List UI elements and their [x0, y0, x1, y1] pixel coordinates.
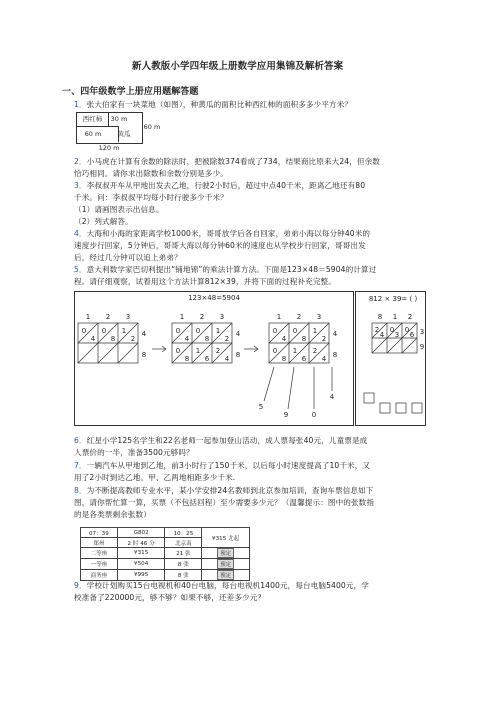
- svg-text:4: 4: [281, 335, 287, 343]
- svg-text:0: 0: [311, 411, 317, 419]
- svg-text:1: 1: [85, 313, 91, 321]
- question-2: 2．小马虎在计算有余数的除法时，把被除数374看成了734，结果商比原来大24，但余数: [74, 157, 380, 166]
- question-9-line2: 校准备了220000元，够不够？如果不够，还差多少元？: [74, 593, 266, 602]
- start-price: ¥315 尤起: [202, 528, 250, 548]
- question-4: 4．大海和小海的家距离学校1000米，哥哥放学后各自回家，弟弟小海以每分钟40米的: [74, 229, 371, 238]
- svg-text:2: 2: [312, 347, 318, 355]
- question-9: 9．学校计划购买15台电视机和40台电脑，每台电视机1400元，每台电脑5400元，学: [74, 581, 369, 590]
- svg-text:8: 8: [377, 313, 383, 321]
- garden-figure: [76, 112, 176, 157]
- question-3-line2: 千米。问：李叔叔平均每小时行驶多少千米？: [74, 193, 228, 202]
- svg-text:1: 1: [179, 313, 185, 321]
- lattice-drawing: [74, 291, 424, 427]
- right-figure-title: 812 × 39= ( ): [368, 295, 418, 303]
- depart-time: 07：39: [81, 528, 118, 538]
- svg-text:8: 8: [235, 351, 241, 359]
- book-button[interactable]: 预定: [217, 548, 234, 558]
- svg-text:8: 8: [281, 355, 287, 363]
- duration: 2 时 46 分: [117, 538, 165, 548]
- svg-text:6: 6: [204, 355, 210, 363]
- book-button[interactable]: 预定: [217, 559, 234, 569]
- svg-text:0: 0: [81, 327, 87, 335]
- svg-text:4: 4: [329, 393, 335, 401]
- lattice-figure: [74, 291, 424, 427]
- svg-text:8: 8: [110, 335, 116, 343]
- svg-text:2: 2: [130, 335, 136, 343]
- svg-text:4: 4: [379, 331, 385, 339]
- svg-text:1: 1: [215, 327, 221, 335]
- svg-text:0: 0: [175, 327, 181, 335]
- ticket-table: [80, 527, 250, 581]
- width-60-label: 60 m: [84, 130, 102, 138]
- page-title: 新人教版小学四年级上册数学应用集锦及解析答案: [132, 61, 344, 72]
- svg-text:8: 8: [141, 351, 147, 359]
- depart-station: 郑州: [81, 538, 118, 548]
- book-button[interactable]: 预定: [217, 570, 234, 580]
- question-8: 8．为不断提高教师专业水平，某小学安排24名教师到北京参加培训，查询车票信息如下: [74, 486, 374, 495]
- svg-text:2: 2: [407, 313, 413, 321]
- svg-text:0: 0: [101, 327, 107, 335]
- svg-text:0: 0: [404, 326, 410, 334]
- svg-text:0: 0: [195, 327, 201, 335]
- svg-text:2: 2: [321, 335, 327, 343]
- svg-text:0: 0: [175, 347, 181, 355]
- svg-text:2: 2: [199, 313, 205, 321]
- svg-text:4: 4: [235, 330, 241, 338]
- svg-text:5: 5: [258, 403, 264, 411]
- svg-text:8: 8: [332, 351, 338, 359]
- question-6-line2: 人票价的一半，准备3500元够吗？: [74, 448, 194, 457]
- svg-text:4: 4: [90, 335, 96, 343]
- svg-text:4: 4: [184, 335, 190, 343]
- section-heading: 一、四年级数学上册应用题解答题: [62, 87, 199, 97]
- svg-text:1: 1: [312, 327, 318, 335]
- svg-text:0: 0: [272, 347, 278, 355]
- svg-text:3: 3: [316, 313, 322, 321]
- svg-text:4: 4: [321, 355, 327, 363]
- svg-text:4: 4: [141, 330, 147, 338]
- svg-text:0: 0: [272, 327, 278, 335]
- question-2-line2: 恰巧相同。请你求出除数和余数分别是多少。: [74, 169, 228, 178]
- svg-text:2: 2: [215, 347, 221, 355]
- left-figure-title: 123×48=5904: [188, 294, 240, 302]
- question-4-line3: 后，经过几分钟可以追上弟弟？: [74, 253, 182, 262]
- table-row: 二等座 ¥315 21 张 预定: [81, 548, 250, 559]
- svg-text:2: 2: [374, 326, 380, 334]
- svg-text:3: 3: [419, 328, 424, 336]
- svg-text:0: 0: [292, 327, 298, 335]
- question-1: 1．张大伯家有一块菜地（如图），种黄瓜的面积比种西红柿的面积多多少平方米？: [74, 100, 353, 109]
- svg-text:6: 6: [409, 331, 415, 339]
- question-7: 7．一辆汽车从甲地到乙地，前3小时行了150千米，以后每小时速度提高了10千米，又: [74, 461, 371, 470]
- question-8-line3: 的是各类票剩余张数）: [74, 510, 151, 519]
- svg-text:1: 1: [121, 327, 127, 335]
- svg-text:4: 4: [332, 330, 338, 338]
- ticket-header-row: [81, 528, 250, 538]
- question-5: 5．意大利数学家巴切利提出“铺地锦”的乘法计算方法。下面是123×48＝5904的计算过: [74, 265, 377, 274]
- svg-text:2: 2: [224, 335, 230, 343]
- question-3: 3．李叔叔开车从甲地出发去乙地，行驶2小时后，超过中点40千米，距离乙地还有80: [74, 181, 366, 190]
- height-60-label: 60 m: [143, 123, 161, 131]
- svg-text:1: 1: [392, 313, 398, 321]
- svg-text:1: 1: [276, 313, 282, 321]
- svg-text:3: 3: [219, 313, 225, 321]
- svg-text:3: 3: [125, 313, 131, 321]
- svg-text:3: 3: [394, 331, 400, 339]
- train-number: G802: [117, 528, 165, 538]
- svg-text:2: 2: [296, 313, 302, 321]
- question-4-line2: 速度步行回家，5分钟后，哥哥大海以每分钟60米的速度也从学校步行回家，哥哥出发: [74, 241, 366, 250]
- arrive-station: 北京南: [165, 538, 202, 548]
- svg-text:9: 9: [283, 411, 289, 419]
- total-120-label: 120 m: [98, 144, 120, 152]
- question-8-line2: 图，请你帮忙算一算，买票（不包括回程）至少需要多少元？（温馨提示：图中的张数指: [74, 498, 375, 507]
- width-30-label: 30 m: [110, 115, 128, 123]
- svg-text:9: 9: [419, 343, 424, 351]
- svg-text:2: 2: [105, 313, 111, 321]
- tomato-label: 西红柿: [82, 115, 103, 123]
- svg-text:4: 4: [224, 355, 230, 363]
- svg-text:1: 1: [292, 347, 298, 355]
- table-row: 一等座 ¥504 8 张 预定: [81, 559, 250, 570]
- svg-text:8: 8: [184, 355, 190, 363]
- question-6: 6．红星小学125名学生和22名老师一起参加登山活动，成人票每张40元，儿童票是成: [74, 436, 368, 445]
- cucumber-label: 黄瓜: [117, 130, 131, 138]
- arrive-time: 10：25: [165, 528, 202, 538]
- svg-text:6: 6: [301, 355, 307, 363]
- svg-text:1: 1: [195, 347, 201, 355]
- svg-text:8: 8: [301, 335, 307, 343]
- question-3-part2: （2）列式解答。: [74, 217, 133, 226]
- question-3-part1: （1）请画图表示出信息。: [74, 205, 164, 214]
- table-row: 商务座 ¥995 8 张 预定: [81, 570, 250, 581]
- question-5-line2: 程。请仔细观察，试着用这个方法计算812×39，并将下面的过程补充完整。: [74, 277, 336, 286]
- question-7-line2: 用了2小时到达乙地。甲、乙两地相距多少千米.: [74, 473, 236, 482]
- svg-text:0: 0: [389, 326, 395, 334]
- svg-text:8: 8: [204, 335, 210, 343]
